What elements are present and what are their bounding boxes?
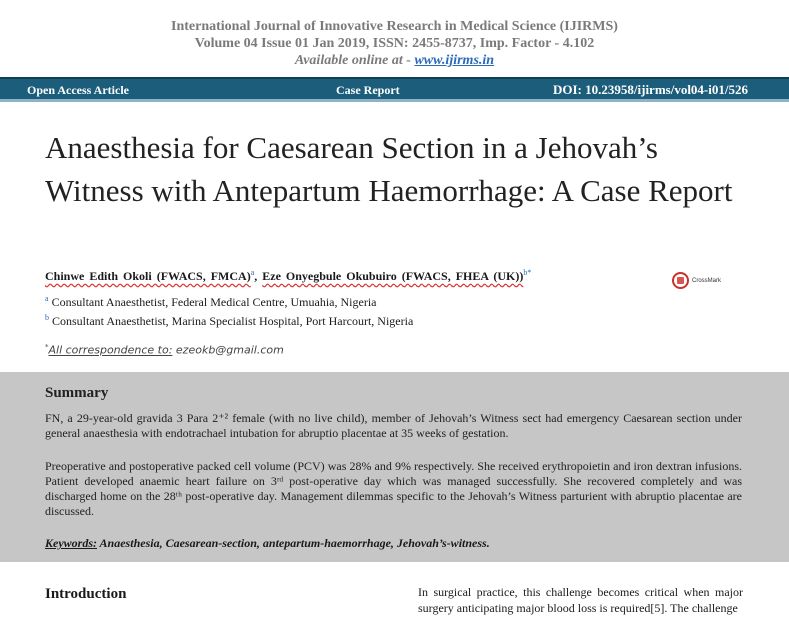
correspondence-label: All correspondence to:	[48, 343, 173, 357]
journal-volume-line: Volume 04 Issue 01 Jan 2019, ISSN: 2455-8737, Imp. Factor - 4.102	[194, 36, 595, 51]
available-prefix: Available online at -	[294, 53, 415, 68]
summary-heading: Summary	[45, 385, 109, 401]
journal-header	[0, 18, 789, 69]
author-separator: ,	[254, 269, 263, 283]
keywords-list: Anaesthesia, Caesarean-section, antepartum-haemorrhage, Jehovah’s-witness.	[97, 536, 490, 550]
summary-paragraph-2: Preoperative and postoperative packed cell volume (PCV) was 28% and 9% respectively. She received erythropoietin and iron dextran infusions. Patient developed anaemic heart failure on 3ʳᵈ post-operative day which was managed successfully. She recovered completely and was discharged home on the 28ᵗʰ post-operative day. Management dilemmas specific to the Jehovah’s Witness parturient with abruptio placentae are discussed.	[45, 459, 742, 518]
article-banner	[0, 77, 789, 102]
crossmark-label: CrossMark	[692, 277, 722, 284]
keywords-line	[45, 536, 490, 551]
author-1-affil-mark[interactable]: a	[250, 268, 255, 277]
affiliation-b	[45, 313, 413, 329]
affiliation-b-text: Consultant Anaesthetist, Marina Specialist Hospital, Port Harcourt, Nigeria	[52, 314, 414, 328]
journal-name: International Journal of Innovative Research in Medical Science (IJIRMS)	[171, 19, 618, 34]
author-line	[45, 268, 531, 284]
availability-line	[0, 52, 789, 69]
affiliation-a	[45, 294, 376, 310]
affiliation-a-mark: a	[45, 294, 49, 303]
crossmark-icon	[672, 272, 689, 289]
affiliation-a-text: Consultant Anaesthetist, Federal Medical Centre, Umuahia, Nigeria	[51, 295, 377, 309]
author-1: Chinwe Edith Okoli (FWACS, FMCA)	[45, 269, 251, 283]
affiliation-b-mark: b	[45, 313, 49, 322]
correspondence-email[interactable]: ezeokb@gmail.com	[172, 343, 284, 357]
crossmark-badge[interactable]	[672, 272, 721, 289]
summary-paragraph-1: FN, a 29-year-old gravida 3 Para 2⁺² female (with no live child), member of Jehovah’s Witness sect had emergency Caesarean section under general anaesthesia with endotrachael intubation for abruptio placentae at 35 weeks of gestation.	[45, 411, 742, 440]
doi-label[interactable]: DOI: 10.23958/ijirms/vol04-i01/526	[553, 82, 748, 97]
open-access-label: Open Access Article	[27, 83, 129, 97]
journal-url-link[interactable]: www.ijirms.in	[414, 53, 495, 68]
author-2: Eze Onyegbule Okubuiro (FWACS, FHEA (UK))	[262, 269, 524, 283]
introduction-text: In surgical practice, this challenge becomes critical when major surgery anticipating major blood loss is required[5]. The challenge	[418, 585, 743, 615]
correspondence-mark: *	[45, 343, 49, 351]
author-2-affil-mark[interactable]: b*	[523, 268, 532, 277]
correspondence-line	[45, 343, 284, 357]
article-type-label: Case Report	[336, 83, 400, 97]
article-title: Anaesthesia for Caesarean Section in a Jehovah’s Witness with Antepartum Haemorrhage: A Case Report	[45, 130, 733, 208]
keywords-label: Keywords:	[45, 536, 97, 550]
introduction-heading: Introduction	[45, 586, 127, 602]
